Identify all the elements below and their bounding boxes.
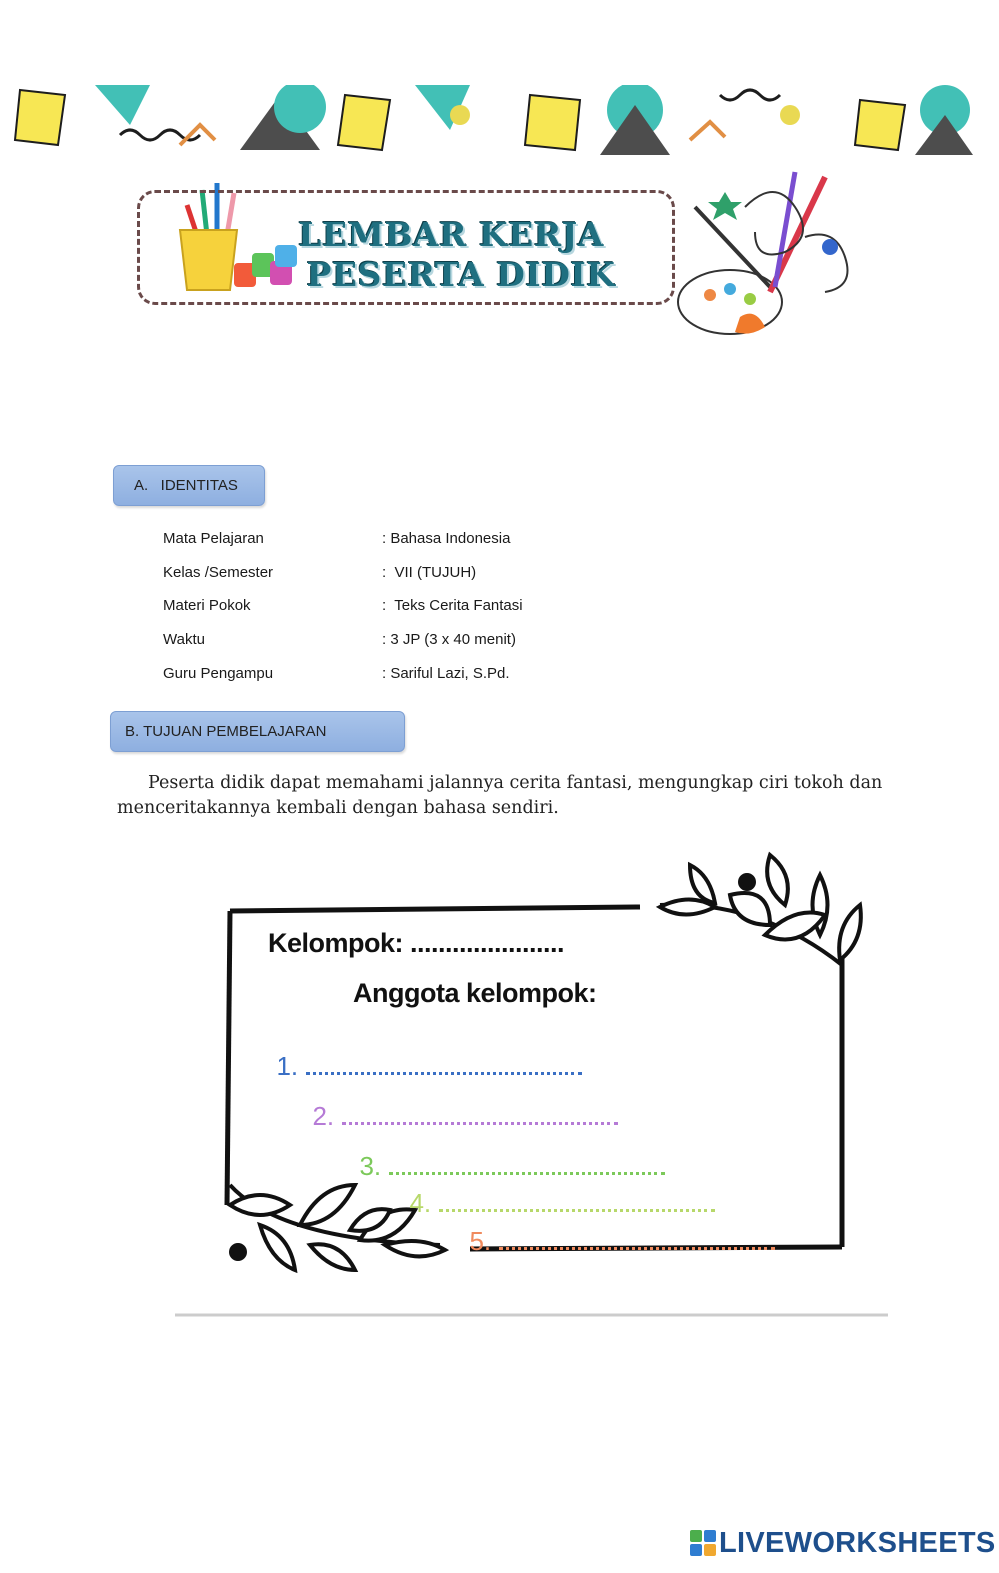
leaf-branch-top-icon (660, 855, 861, 965)
section-b-label: B. TUJUAN PEMBELAJARAN (125, 723, 327, 740)
members-heading: Anggota kelompok: (353, 978, 597, 1008)
title-line-1: LEMBAR KERJA (298, 215, 604, 254)
identity-row (163, 597, 763, 621)
member-number: 4. (409, 1188, 432, 1218)
group-name-field[interactable]: Kelompok: ...................... (268, 928, 565, 958)
member-field-5[interactable] (455, 1195, 775, 1257)
identity-label: Kelas /Semester (163, 564, 274, 581)
identity-row (163, 631, 763, 655)
section-b-header (110, 711, 405, 752)
identity-value: : VII (TUJUH) (382, 564, 477, 581)
member-blank[interactable] (499, 1233, 775, 1250)
identity-row (163, 564, 763, 588)
section-a-header (113, 465, 265, 506)
identity-label: Materi Pokok (163, 597, 251, 614)
identity-label: Waktu (163, 631, 205, 648)
liveworksheets-icon (690, 1530, 716, 1556)
liveworksheets-logo[interactable] (690, 1527, 996, 1559)
member-number: 1. (276, 1051, 299, 1081)
identity-label: Guru Pengampu (163, 665, 274, 682)
brand-name: LIVEWORKSHEETS (719, 1526, 996, 1559)
identity-value: : Teks Cerita Fantasi (382, 597, 523, 614)
member-number: 3. (359, 1151, 382, 1181)
identity-value: : Sariful Lazi, S.Pd. (382, 665, 510, 682)
identity-row (163, 665, 763, 689)
title-line-2: PESERTA DIDIK (306, 255, 616, 294)
header-banner (10, 85, 973, 373)
art-tools-icon (675, 167, 860, 342)
learning-objective-text: Peserta didik dapat memahami jalannya cerita fantasi, mengungkap ciri tokoh dan menceritakannya kembali dengan bahasa sendiri. (117, 773, 883, 818)
identity-value: : 3 JP (3 x 40 menit) (382, 631, 516, 648)
identity-label: Mata Pelajaran (163, 530, 264, 547)
decorative-pattern (10, 85, 973, 160)
identity-value: : Bahasa Indonesia (382, 530, 511, 547)
member-number: 2. (312, 1101, 335, 1131)
section-a-label: A. IDENTITAS (134, 477, 238, 494)
title-box (137, 190, 675, 305)
identity-row (163, 530, 763, 554)
member-number: 5. (469, 1226, 492, 1256)
